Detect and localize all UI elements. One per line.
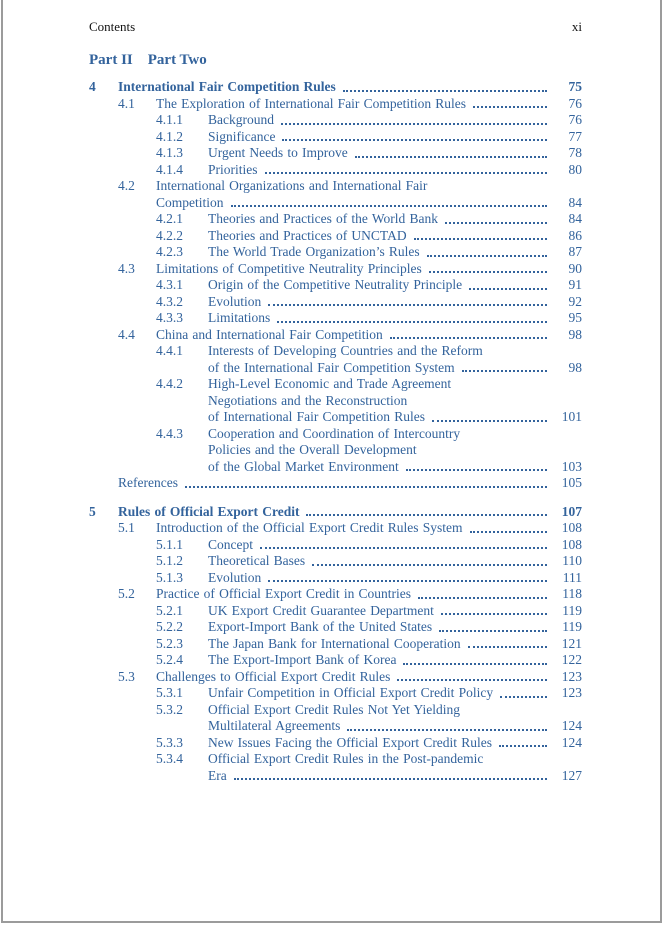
dot-leader	[343, 90, 547, 92]
dot-leader	[306, 514, 547, 516]
toc-entry-page-number: 121	[561, 635, 582, 651]
toc-entry[interactable]	[89, 129, 582, 146]
dot-leader	[268, 580, 547, 582]
toc-entry-page-number: 76	[568, 95, 582, 111]
dot-leader	[268, 304, 547, 306]
toc-entry-line	[156, 586, 582, 603]
toc-entry-number: 4.4	[118, 326, 135, 342]
toc-entry-line	[118, 79, 582, 96]
toc-entry-page-number: 103	[561, 458, 582, 474]
toc-entry-line	[208, 718, 582, 735]
toc-entry[interactable]	[89, 520, 582, 537]
toc-entry[interactable]	[89, 586, 582, 603]
toc-entry-line	[208, 442, 582, 459]
toc-entry-line	[208, 768, 582, 785]
toc-entry-number: 5.1.1	[156, 536, 183, 552]
toc-entry-title: Priorities	[208, 161, 258, 177]
toc-entry-line	[208, 409, 582, 426]
toc-entry-number: 4.3.1	[156, 277, 183, 292]
toc-entry[interactable]	[89, 669, 582, 686]
toc-entry-number: 5.1.2	[156, 553, 183, 568]
toc-entry-line	[208, 426, 582, 443]
dot-leader	[231, 205, 548, 207]
toc-entry-number: 5	[89, 503, 96, 519]
toc-entry-line	[156, 327, 582, 344]
toc-entry-title: UK Export Credit Guarantee Department	[208, 602, 434, 618]
toc-entry-page-number: 98	[568, 359, 582, 375]
toc-entry-title: Limitations	[208, 310, 271, 325]
toc-entry-line	[208, 393, 582, 410]
running-header-page-number: xi	[571, 19, 582, 34]
toc-entry-title: Introduction of the Official Export Credit Rules System	[156, 520, 463, 535]
dot-leader	[432, 420, 547, 422]
toc-entry-page-number: 110	[562, 553, 582, 568]
toc-entry-line	[208, 211, 582, 228]
toc-entry-page-number: 95	[568, 310, 582, 325]
toc-entry-page-number: 119	[562, 602, 582, 618]
toc-entry[interactable]	[89, 294, 582, 311]
dot-leader	[445, 222, 547, 224]
toc-entry-title: Practice of Official Export Credit in Countries	[156, 586, 412, 601]
toc-entry-title: Concept	[208, 536, 253, 552]
toc-entry-number: 4.1.2	[156, 128, 183, 144]
toc-entry-page-number: 86	[568, 227, 582, 243]
dot-leader	[265, 172, 548, 174]
dot-leader	[282, 139, 547, 141]
toc-entry-number: 5.2	[118, 586, 135, 601]
toc-entry-title: The Japan Bank for International Cooperation	[208, 635, 461, 651]
toc-entry-number: 4.4.2	[156, 376, 183, 391]
toc-entry-title: Interests of Developing Countries and the Reform	[208, 343, 483, 358]
dot-leader	[462, 370, 547, 372]
toc-entry-title: Negotiations and the Reconstruction	[208, 392, 408, 408]
toc-entry-page-number: 90	[568, 260, 582, 276]
dot-leader	[406, 469, 547, 471]
toc-entry-page-number: 92	[568, 293, 582, 309]
part-title: Part Two	[147, 52, 207, 68]
toc-entry-line	[208, 360, 582, 377]
toc-entry-line	[208, 685, 582, 702]
dot-leader	[500, 696, 547, 698]
toc-entry-page-number: 98	[568, 326, 582, 342]
toc-entry-page-number: 75	[568, 79, 582, 94]
running-header	[89, 0, 582, 35]
toc-entry-line	[208, 553, 582, 570]
toc-entry-number: 4	[89, 79, 96, 94]
toc-entry-line	[208, 310, 582, 327]
toc-entry-title: Official Export Credit Rules in the Post-pandemic	[208, 751, 484, 766]
toc-entry-number: 4.2.3	[156, 244, 183, 259]
toc-entry-title: of the International Fair Competition System	[208, 359, 455, 375]
toc-entry-title: Limitations of Competitive Neutrality Principles	[156, 260, 422, 276]
dot-leader	[473, 106, 547, 108]
toc-entry[interactable]	[89, 376, 582, 426]
toc-entry-number: 4.2.2	[156, 227, 183, 243]
toc-entry-title: Theories and Practices of the World Bank	[208, 211, 438, 226]
toc-entry-title: High-Level Economic and Trade Agreement	[208, 376, 452, 391]
toc-entry-line	[208, 537, 582, 554]
dot-leader	[277, 321, 547, 323]
toc-entry-number: 4.1	[118, 95, 135, 111]
toc-entry-page-number: 107	[561, 503, 582, 519]
toc-entry-page-number: 105	[561, 475, 582, 490]
table-of-contents	[89, 79, 582, 784]
toc-entry-page-number: 84	[568, 211, 582, 226]
toc-entry-line	[156, 195, 582, 212]
toc-entry-line	[118, 475, 582, 492]
toc-entry-line	[208, 129, 582, 146]
toc-entry-number: 5.3	[118, 668, 135, 684]
toc-entry-line	[208, 636, 582, 653]
toc-entry-page-number: 91	[568, 277, 582, 292]
toc-entry-line	[208, 751, 582, 768]
toc-entry-title: Official Export Credit Rules Not Yet Yielding	[208, 701, 460, 717]
toc-entry-line	[156, 178, 582, 195]
toc-entry-number: 4.4.1	[156, 343, 183, 358]
dot-leader	[418, 597, 547, 599]
toc-entry-line	[208, 652, 582, 669]
toc-entry[interactable]	[89, 475, 582, 492]
toc-entry[interactable]	[89, 343, 582, 376]
toc-entry-title: The Exploration of International Fair Competition Rules	[156, 95, 467, 111]
toc-entry-title: Unfair Competition in Official Export Credit Policy	[208, 685, 494, 700]
toc-entry-number: 4.2.1	[156, 211, 183, 226]
toc-entry-title: Theories and Practices of UNCTAD	[208, 227, 407, 243]
toc-entry-number: 5.2.3	[156, 635, 183, 651]
toc-entry-page-number: 124	[561, 718, 582, 733]
dot-leader	[414, 238, 547, 240]
toc-entry-page-number: 76	[568, 112, 582, 127]
toc-entry-title: Urgent Needs to Improve	[208, 145, 348, 160]
toc-entry-line	[208, 277, 582, 294]
toc-entry-line	[208, 570, 582, 587]
dot-leader	[439, 630, 547, 632]
toc-entry-number: 5.3.3	[156, 734, 183, 750]
toc-entry-line	[208, 145, 582, 162]
toc-entry-line	[156, 520, 582, 537]
toc-entry-page-number: 80	[568, 161, 582, 177]
toc-entry-line	[208, 603, 582, 620]
toc-entry-title: Competition	[156, 194, 224, 210]
toc-entry-line	[208, 343, 582, 360]
toc-entry-title: of the Global Market Environment	[208, 458, 399, 474]
toc-entry-title: of International Fair Competition Rules	[208, 409, 425, 424]
toc-entry-line	[208, 459, 582, 476]
toc-entry-page-number: 122	[561, 652, 582, 667]
dot-leader	[441, 613, 547, 615]
toc-entry-number: 4.1.4	[156, 161, 183, 177]
toc-entry-title: International Fair Competition Rules	[118, 79, 336, 94]
dot-leader	[499, 745, 547, 747]
toc-entry-title: Origin of the Competitive Neutrality Principle	[208, 277, 463, 292]
toc-entry[interactable]	[89, 553, 582, 570]
dot-leader	[429, 271, 547, 273]
toc-entry-page-number: 127	[561, 767, 582, 783]
toc-entry-title: Challenges to Official Export Credit Rules	[156, 668, 391, 684]
dot-leader	[469, 288, 547, 290]
book-page	[1, 0, 662, 923]
toc-entry-title: Background	[208, 112, 274, 127]
dot-leader	[312, 564, 547, 566]
toc-entry-title: The World Trade Organization’s Rules	[208, 244, 420, 259]
toc-entry[interactable]	[89, 112, 582, 129]
toc-entry-number: 5.3.1	[156, 685, 183, 700]
dot-leader	[390, 337, 547, 339]
toc-entry-line	[208, 702, 582, 719]
toc-entry-page-number: 84	[568, 194, 582, 210]
toc-entry[interactable]	[89, 145, 582, 162]
toc-entry-title: New Issues Facing the Official Export Credit Rules	[208, 734, 492, 750]
toc-entry[interactable]	[89, 751, 582, 784]
toc-entry[interactable]	[89, 261, 582, 278]
toc-entry-title: Export-Import Bank of the United States	[208, 619, 433, 634]
toc-entry-page-number: 108	[561, 536, 582, 552]
toc-entry-line	[208, 162, 582, 179]
toc-entry[interactable]	[89, 327, 582, 344]
dot-leader	[470, 531, 548, 533]
toc-entry-title: Evolution	[208, 293, 262, 309]
toc-entry[interactable]	[89, 702, 582, 735]
toc-entry[interactable]	[89, 426, 582, 476]
toc-entry-line	[156, 96, 582, 113]
toc-entry-page-number: 101	[561, 409, 582, 424]
dot-leader	[347, 729, 547, 731]
dot-leader	[260, 547, 547, 549]
toc-entry-title: Multilateral Agreements	[208, 718, 341, 733]
toc-entry-page-number: 111	[562, 569, 582, 585]
toc-entry-title: Rules of Official Export Credit	[118, 503, 300, 519]
toc-entry-title: Policies and the Overall Development	[208, 442, 417, 457]
toc-entry-number: 4.3.2	[156, 293, 183, 309]
toc-entry[interactable]	[89, 619, 582, 636]
toc-entry[interactable]	[89, 570, 582, 587]
part-label: Part II	[89, 52, 133, 68]
toc-entry-page-number: 119	[562, 619, 582, 634]
toc-entry-number: 4.1.1	[156, 112, 183, 127]
dot-leader	[281, 123, 547, 125]
dot-leader	[403, 663, 547, 665]
toc-entry[interactable]	[89, 652, 582, 669]
dot-leader	[427, 255, 547, 257]
part-heading	[89, 51, 582, 70]
toc-entry-line	[208, 376, 582, 393]
toc-entry-title: Theoretical Bases	[208, 553, 306, 568]
toc-entry-line	[208, 228, 582, 245]
dot-leader	[234, 778, 547, 780]
toc-entry[interactable]	[89, 537, 582, 554]
toc-entry-title: Cooperation and Coordination of Intercountry	[208, 425, 461, 441]
toc-entry-title: References	[118, 475, 178, 490]
toc-entry[interactable]	[89, 685, 582, 702]
toc-entry-number: 4.1.3	[156, 145, 183, 160]
toc-entry[interactable]	[89, 211, 582, 228]
toc-entry-title: Significance	[208, 128, 276, 144]
dot-leader	[468, 646, 547, 648]
toc-entry[interactable]	[89, 79, 582, 96]
toc-entry-line	[208, 244, 582, 261]
toc-entry[interactable]	[89, 244, 582, 261]
dot-leader	[185, 486, 547, 488]
toc-entry[interactable]	[89, 735, 582, 752]
toc-entry-number: 4.3	[118, 260, 135, 276]
toc-entry-line	[156, 669, 582, 686]
toc-entry-title: Evolution	[208, 569, 262, 585]
toc-entry-page-number: 77	[568, 128, 582, 144]
toc-entry-number: 4.2	[118, 178, 135, 193]
dot-leader	[397, 679, 547, 681]
toc-entry-line	[156, 261, 582, 278]
toc-entry-number: 5.2.4	[156, 652, 183, 667]
toc-entry[interactable]	[89, 603, 582, 620]
toc-entry-page-number: 124	[561, 734, 582, 750]
toc-entry[interactable]	[89, 504, 582, 521]
toc-entry[interactable]	[89, 277, 582, 294]
toc-entry-line	[118, 504, 582, 521]
page-content	[89, 0, 582, 784]
toc-entry-number: 5.2.2	[156, 619, 183, 634]
toc-entry-number: 5.1.3	[156, 569, 183, 585]
toc-entry-page-number: 123	[561, 685, 582, 700]
toc-entry-title: The Export-Import Bank of Korea	[208, 652, 397, 667]
toc-entry[interactable]	[89, 162, 582, 179]
running-header-title: Contents	[89, 19, 136, 34]
toc-entry-page-number: 87	[568, 244, 582, 259]
toc-entry-title: China and International Fair Competition	[156, 326, 383, 342]
toc-entry[interactable]	[89, 178, 582, 211]
toc-entry[interactable]	[89, 636, 582, 653]
toc-entry-number: 5.2.1	[156, 602, 183, 618]
toc-entry-line	[208, 619, 582, 636]
toc-entry-page-number: 123	[561, 668, 582, 684]
toc-entry-page-number: 118	[562, 586, 582, 601]
toc-entry-title: International Organizations and International Fair	[156, 178, 428, 193]
toc-entry-line	[208, 294, 582, 311]
dot-leader	[355, 156, 547, 158]
toc-entry-number: 5.3.2	[156, 701, 183, 717]
toc-entry-number: 5.1	[118, 520, 135, 535]
toc-entry-number: 4.4.3	[156, 425, 183, 441]
toc-entry-line	[208, 735, 582, 752]
toc-entry[interactable]	[89, 96, 582, 113]
toc-entry-line	[208, 112, 582, 129]
toc-entry[interactable]	[89, 228, 582, 245]
toc-entry-number: 4.3.3	[156, 310, 183, 325]
toc-entry-page-number: 78	[568, 145, 582, 160]
toc-entry-number: 5.3.4	[156, 751, 183, 766]
toc-entry-page-number: 108	[561, 520, 582, 535]
toc-entry-title: Era	[208, 767, 227, 783]
toc-entry[interactable]	[89, 310, 582, 327]
